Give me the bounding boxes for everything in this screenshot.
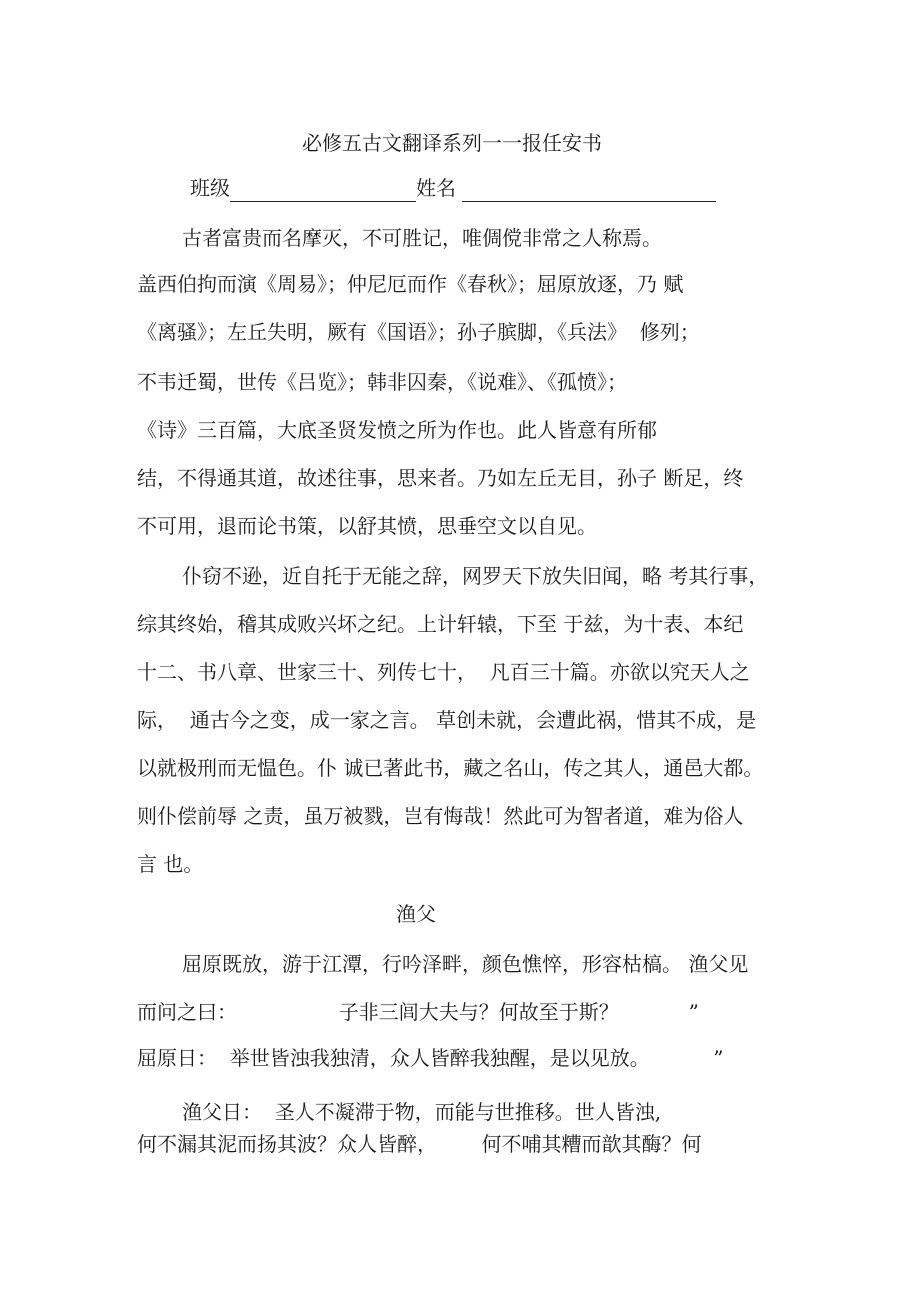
class-blank [230, 181, 416, 202]
paragraph-line: 古者富贵而名摩灭，不可胜记，唯倜傥非常之人称焉。 [182, 226, 662, 250]
paragraph-line: 盖西伯拘而演《周易》；仲尼厄而作《春秋》；屈原放逐，乃 赋 [137, 272, 684, 296]
paragraph-line: 十二、书八章、世家三十、列传七十， 凡百三十篇。亦欲以究天人之 [137, 660, 750, 684]
paragraph-line: 渔父日： 圣人不凝滞于物，而能与世推移。世人皆浊, [182, 1100, 662, 1124]
paragraph-line: 结，不得通其道，故述往事，思来者。乃如左丘无目，孙子 断足，终 [137, 466, 744, 490]
paragraph-line: 以就极刑而无愠色。仆 诚已著此书，藏之名山，传之其人，通邑大都。 [137, 756, 764, 780]
paragraph-line: 综其终始，稽其成败兴坏之纪。上计轩辕，下至 于兹，为十表、本纪 [137, 612, 744, 636]
section-subtitle: 渔父 [396, 902, 436, 926]
paragraph-line: 《离骚》；左丘失明，厥有《国语》；孙子膑脚，《兵法》 修列； [137, 320, 700, 344]
paragraph-line: 而问之曰： 子非三闾大夫与？何故至于斯？ ” [137, 1000, 699, 1024]
paragraph-line: 仆窃不逊，近自托于无能之辞，网罗天下放失旧闻，略 考其行事， [182, 564, 769, 588]
class-name-row [190, 174, 716, 202]
paragraph-line: 不可用，退而论书策，以舒其愤，思垂空文以自见。 [137, 514, 597, 538]
paragraph-line: 不韦迁蜀，世传《吕览》；韩非囚秦，《说难》、《孤愤》； [137, 370, 627, 394]
document-title: 必修五古文翻译系列一一报任安书 [302, 131, 602, 155]
paragraph-line: 屈原日： 举世皆浊我独清，众人皆醉我独醒，是以见放。 ” [137, 1046, 724, 1070]
paragraph-line: 何不漏其泥而扬其波？众人皆醉， 何不哺其糟而歆其酶？何 [137, 1132, 702, 1156]
paragraph-line: 则仆偿前辱 之责，虽万被戮，岂有悔哉！然此可为智者道，难为俗人 [137, 804, 744, 828]
paragraph-line: 言 也。 [137, 852, 204, 876]
name-blank [462, 181, 716, 202]
paragraph-line: 《诗》三百篇，大底圣贤发愤之所为作也。此人皆意有所郁 [137, 418, 657, 442]
name-label: 姓名 [416, 176, 456, 200]
paragraph-line: 屈原既放，游于江潭，行吟泽畔，颜色憔悴，形容枯槁。 渔父见 [182, 952, 749, 976]
class-label: 班级 [190, 176, 230, 200]
paragraph-line: 际， 通古今之变，成一家之言。 草创未就，会遭此祸，惜其不成，是 [137, 708, 757, 732]
